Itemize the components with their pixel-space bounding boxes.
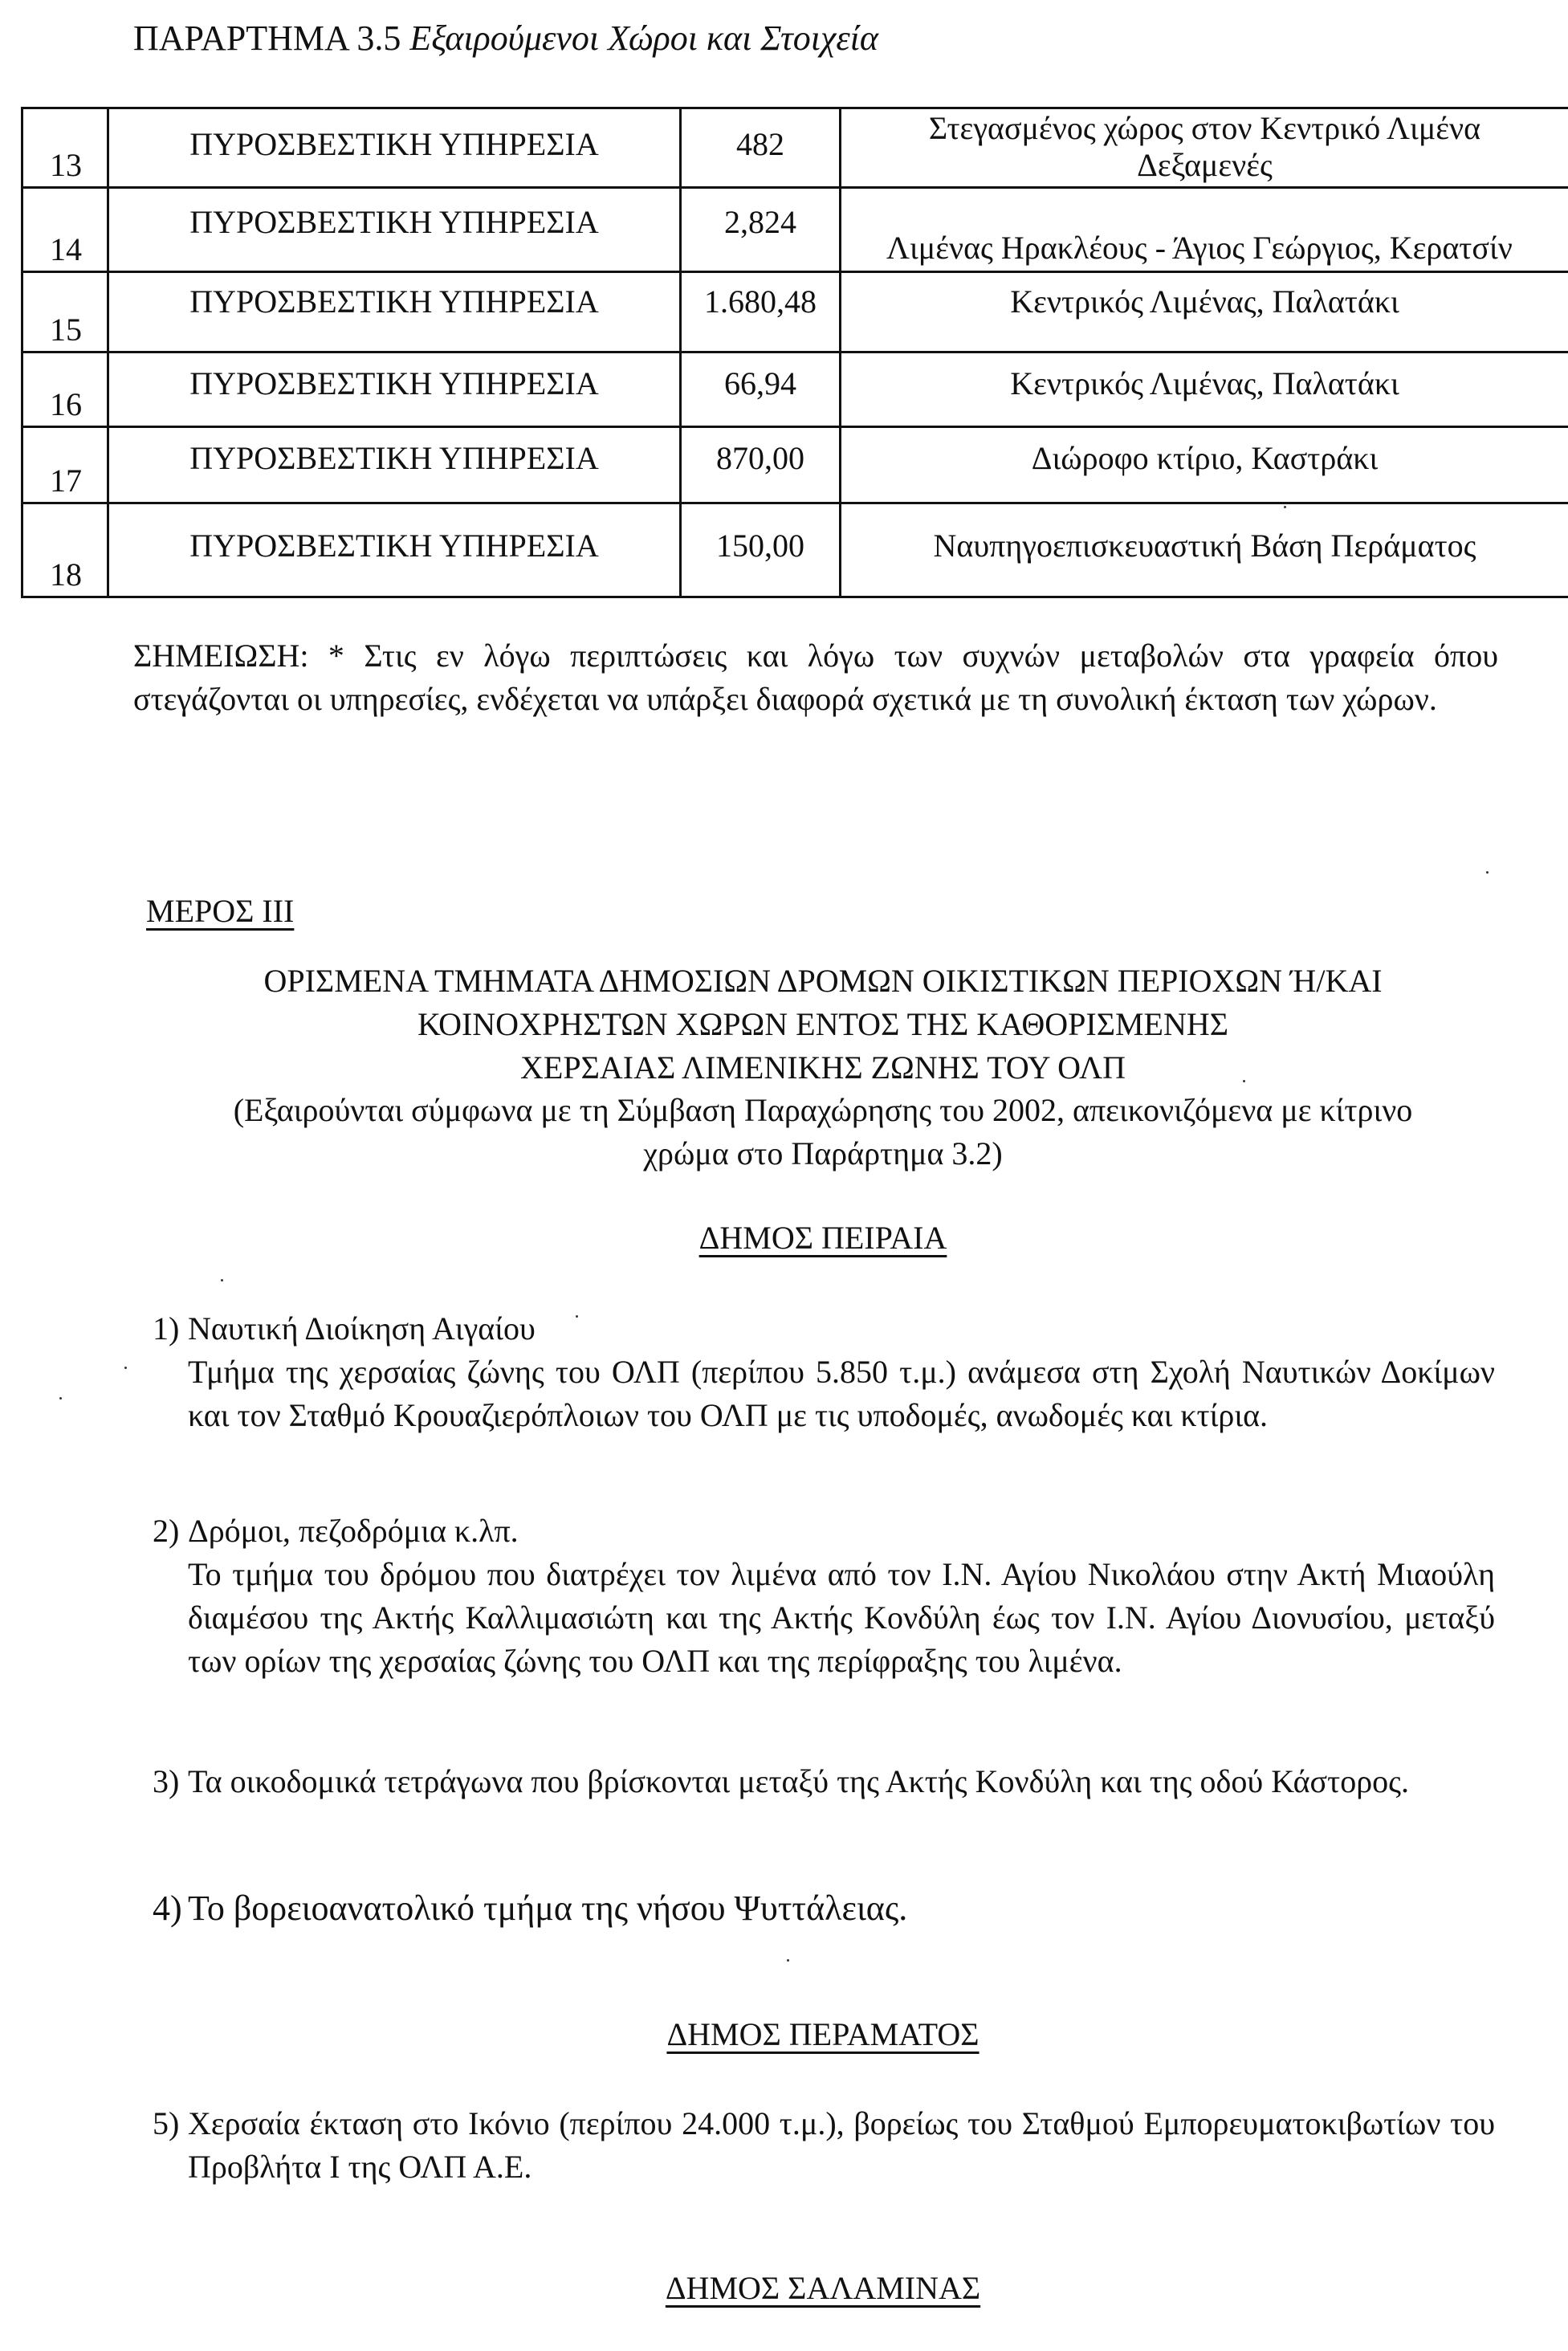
part-title-line: ΧΕΡΣΑΙΑΣ ΛΙΜΕΝΙΚΗΣ ΖΩΝΗΣ ΤΟΥ ΟΛΠ (520, 1049, 1126, 1086)
area-value: 1.680,48 (704, 283, 817, 320)
table-row (21, 107, 1568, 186)
part-title (120, 960, 1525, 1090)
annex-number: ΠΑΡΑΡΤΗΜΑ 3.5 (133, 18, 401, 58)
scan-speck (1243, 1080, 1245, 1082)
area-value: 2,824 (724, 204, 796, 240)
row-number: 13 (50, 147, 82, 183)
scan-speck (59, 1397, 62, 1400)
item-index: 1) (153, 1310, 180, 1347)
area-value: 870,00 (716, 440, 804, 476)
scan-speck (124, 1367, 127, 1369)
part-subtitle-line: χρώμα στο Παράρτημα 3.2) (643, 1135, 1003, 1171)
municipality-heading: ΔΗΜΟΣ ΠΕΙΡΑΙΑ (698, 1220, 947, 1256)
scan-speck (1284, 506, 1286, 508)
service-name: ΠΥΡΟΣΒΕΣΤΙΚΗ ΥΠΗΡΕΣΙΑ (189, 440, 599, 476)
location-text: Ναυπηγοεπισκευαστική Βάση Περάματος (933, 528, 1476, 564)
row-number: 14 (50, 231, 82, 267)
location-text: Στεγασμένος χώρος στον Κεντρικό Λιμένα (928, 110, 1481, 146)
note-paragraph: ΣΗΜΕΙΩΣΗ: * Στις εν λόγω περιπτώσεις και λόγω των συχνών μεταβολών στα γραφεία όπου στεγάζονται οι υπηρεσίες, ενδέχεται να υπάρξει διαφορά σχετικά με τη συνολική έκταση των χώρων. (133, 638, 1498, 717)
item-index: 3) (153, 1763, 180, 1799)
item-body: Τμήμα της χερσαίας ζώνης του ΟΛΠ (περίπου 5.850 τ.μ.) ανάμεσα στη Σχολή Ναυτικών Δοκίμων και τον Σταθμό Κρουαζιερόπλοιων του ΟΛΠ με τις υποδομές, ανωδομές και κτίρια. (188, 1354, 1495, 1433)
item-body: Το τμήμα του δρόμου που διατρέχει τον λιμένα από τον Ι.Ν. Αγίου Νικολάου στην Ακτή Μιαούλη διαμέσου της Ακτής Καλλιμασιώτη και της Ακτής Κονδύλη έως τον Ι.Ν. Αγίου Διονυσίου, μεταξύ των ορίων της χερσαίας ζώνης του ΟΛΠ και της περίφραξης του λιμένα. (188, 1556, 1495, 1679)
annex-header (133, 14, 878, 63)
table-row (21, 351, 1568, 426)
row-number: 18 (50, 556, 82, 593)
annex-title: Εξαιρούμενοι Χώροι και Στοιχεία (409, 18, 878, 58)
table-row (21, 426, 1568, 502)
item-heading: Δρόμοι, πεζοδρόμια κ.λπ. (188, 1513, 519, 1549)
location-text: Διώροφο κτίριο, Καστράκι (1031, 440, 1379, 476)
part-title-line: ΚΟΙΝΟΧΡΗΣΤΩΝ ΧΩΡΩΝ ΕΝΤΟΣ ΤΗΣ ΚΑΘΟΡΙΣΜΕΝΗΣ (417, 1006, 1229, 1042)
area-value: 482 (736, 126, 784, 162)
row-number: 16 (50, 386, 82, 422)
service-name: ΠΥΡΟΣΒΕΣΤΙΚΗ ΥΠΗΡΕΣΙΑ (189, 283, 599, 320)
service-name: ΠΥΡΟΣΒΕΣΤΙΚΗ ΥΠΗΡΕΣΙΑ (189, 204, 599, 240)
item-index: 4) (153, 1889, 182, 1928)
item-body: Το βορειοανατολικό τμήμα της νήσου Ψυττάλειας. (188, 1889, 908, 1928)
municipality-heading: ΔΗΜΟΣ ΠΕΡΑΜΑΤΟΣ (666, 2016, 979, 2052)
scan-speck (576, 1315, 578, 1318)
area-value: 66,94 (724, 365, 796, 401)
municipality-heading: ΔΗΜΟΣ ΣΑΛΑΜΙΝΑΣ (665, 2270, 981, 2306)
list-item (153, 1760, 1495, 1803)
item-body: Τα οικοδομικά τετράγωνα που βρίσκονται μεταξύ της Ακτής Κονδύλη και της οδού Κάστορος. (188, 1763, 1409, 1799)
scan-speck (1486, 871, 1489, 874)
location-text: Κεντρικός Λιμένας, Παλατάκι (1010, 365, 1399, 401)
area-value: 150,00 (716, 528, 804, 564)
item-body: Χερσαία έκταση στο Ικόνιο (περίπου 24.000 τ.μ.), βορείως του Σταθμού Εμπορευματοκιβωτίων του Προβλήτα Ι της ΟΛΠ Α.Ε. (188, 2105, 1495, 2185)
part-subtitle (120, 1089, 1525, 1176)
service-name: ΠΥΡΟΣΒΕΣΤΙΚΗ ΥΠΗΡΕΣΙΑ (189, 365, 599, 401)
service-name: ΠΥΡΟΣΒΕΣΤΙΚΗ ΥΠΗΡΕΣΙΑ (189, 528, 599, 564)
location-text: Κεντρικός Λιμένας, Παλατάκι (1010, 283, 1399, 320)
item-index: 2) (153, 1513, 180, 1549)
municipality-section-heading (120, 2267, 1525, 2310)
scan-speck (221, 1279, 223, 1281)
table-row (21, 186, 1568, 271)
location-text-line2: Δεξαμενές (1137, 147, 1273, 183)
service-name: ΠΥΡΟΣΒΕΣΤΙΚΗ ΥΠΗΡΕΣΙΑ (189, 126, 599, 162)
part-title-line: ΟΡΙΣΜΕΝΑ ΤΜΗΜΑΤΑ ΔΗΜΟΣΙΩΝ ΔΡΟΜΩΝ ΟΙΚΙΣΤΙΚΩΝ ΠΕΡΙΟΧΩΝ Ή/ΚΑΙ (263, 963, 1383, 999)
item-heading: Ναυτική Διοίκηση Αιγαίου (188, 1310, 536, 1347)
scan-speck (787, 1959, 789, 1962)
list-item (153, 2102, 1495, 2189)
part-subtitle-line: (Εξαιρούνται σύμφωνα με τη Σύμβαση Παραχώρησης του 2002, απεικονιζόμενα με κίτρινο (233, 1092, 1413, 1128)
municipality-section-heading (120, 1216, 1525, 1260)
item-index: 5) (153, 2105, 180, 2141)
location-text: Λιμένας Ηρακλέους - Άγιος Γεώργιος, Κερατσίν (886, 230, 1513, 266)
list-item (153, 1307, 1495, 1437)
table-row (21, 271, 1568, 351)
municipality-section-heading (120, 2013, 1525, 2056)
row-number: 15 (50, 312, 82, 348)
table-row (21, 502, 1568, 598)
part-heading: ΜΕΡΟΣ ΙΙΙ (146, 893, 295, 929)
list-item (153, 1887, 1495, 1930)
row-number: 17 (50, 462, 82, 499)
list-item (153, 1510, 1495, 1683)
